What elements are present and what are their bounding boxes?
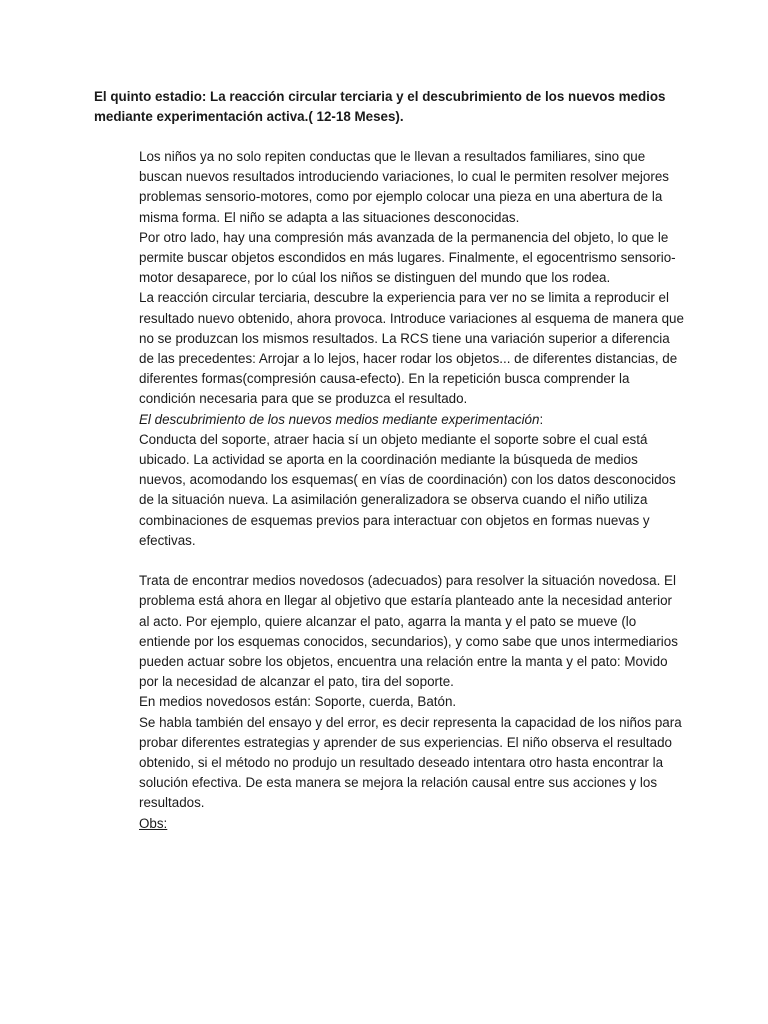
paragraph-support-behavior: Conducta del soporte, atraer hacia sí un objeto mediante el soporte sobre el cual está ubicado. La actividad se aporta en la coordinación mediante la búsqueda de medios nuevos, acomodando los esquemas( en vías de coordinación) con los datos desconocidos de la situación nueva. La asimilación generalizadora se observa cuando el niño utiliza combinaciones de esquemas previos para interactuar con objetos en formas nuevas y efectivas. bbox=[139, 431, 676, 548]
paragraph-object-permanence: Por otro lado, hay una compresión más avanzada de la permanencia del objeto, lo que le permite buscar objetos escondidos en más lugares. Finalmente, el egocentrismo sensorio-motor desaparece, por lo cúal los niños se distinguen del mundo que los rodea. bbox=[139, 229, 676, 286]
obs-label-text: Obs: bbox=[139, 815, 168, 831]
paragraph-spacer bbox=[139, 551, 684, 571]
obs-label bbox=[139, 814, 684, 834]
paragraph-introduction: Los niños ya no solo repiten conductas que le llevan a resultados familiares, sino que buscan nuevos resultados introduciendo variaciones, lo cual le permiten resolver mejores problemas sensorio-motores, como por ejemplo colocar una pieza en una abertura de la misma forma. El niño se adapta a las situaciones desconocidas. bbox=[139, 149, 669, 225]
subheading-colon: : bbox=[539, 411, 544, 427]
paragraph-means-list: En medios novedosos están: Soporte, cuerda, Batón. bbox=[139, 694, 457, 710]
paragraph-trial-error: Se habla también del ensayo y del error, es decir representa la capacidad de los niños para probar diferentes estrategias y aprender de sus experiencias. El niño observa el resultado obtenido, si el método no produjo un resultado deseado intentara otro hasta encontrar la solución efectiva. De esta manera se mejora la relación causal entre sus acciones y los resultados. bbox=[139, 714, 682, 811]
paragraph-novel-means: Trata de encontrar medios novedosos (adecuados) para resolver la situación novedosa. El problema está ahora en llegar al objetivo que estaría planteado ante la necesidad anterior al acto. Por ejemplo, quiere alcanzar el pato, agarra la manta y el pato se mueve (lo entiende por los esquemas conocidos, secundarios), y como sabe que unos intermediarios pueden actuar sobre los objetos, encuentra una relación entre la manta y el pato: Movido por la necesidad de alcanzar el pato, tira del soporte. bbox=[139, 573, 678, 690]
document-heading: El quinto estadio: La reacción circular terciaria y el descubrimiento de los nuevos medios mediante experimentación activa.( 12-18 Meses). bbox=[94, 89, 666, 125]
subheading-discovery bbox=[139, 410, 684, 430]
document-body bbox=[139, 147, 684, 834]
paragraph-tertiary-reaction: La reacción circular terciaria, descubre la experiencia para ver no se limita a reproducir el resultado nuevo obtenido, ahora provoca. Introduce variaciones al esquema de manera que no se produzcan los mismos resultados. La RCS tiene una variación superior a diferencia de las precedentes: Arrojar a lo lejos, hacer rodar los objetos... de diferentes distancias, de diferentes formas(compresión causa-efecto). En la repetición busca comprender la condición necesaria para que se produzca el resultado. bbox=[139, 290, 684, 407]
subheading-discovery-text: El descubrimiento de los nuevos medios mediante experimentación bbox=[139, 411, 540, 427]
